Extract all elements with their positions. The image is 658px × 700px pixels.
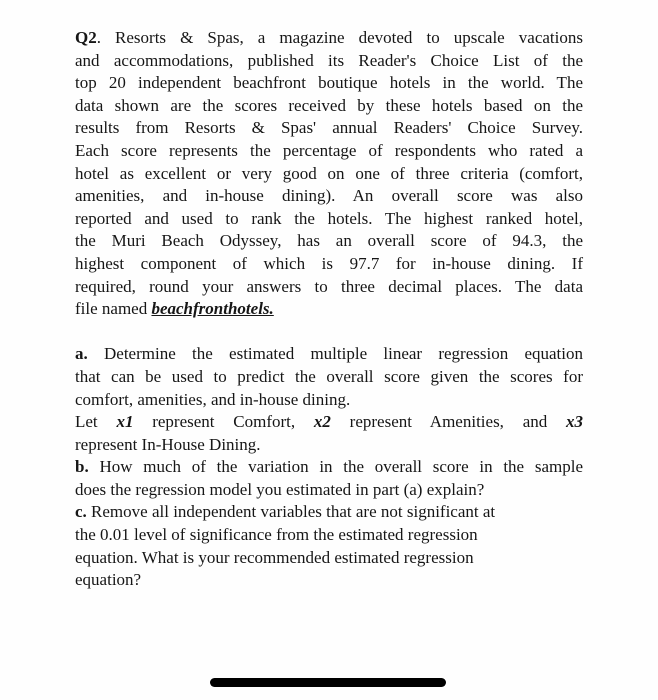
text-segment: required, round your answers to three decimal places. The data (75, 276, 583, 296)
text-line (75, 276, 583, 299)
text-segment: Remove all independent variables that are not significant at (86, 502, 496, 522)
question-text (75, 27, 583, 592)
text-line (75, 501, 583, 524)
text-line (75, 208, 583, 231)
text-segment: Let (75, 412, 117, 432)
text-segment: data shown are the scores received by these hotels based on the (75, 95, 583, 115)
text-line (75, 456, 583, 479)
text-line (75, 185, 583, 208)
paragraph-variables (75, 411, 583, 456)
variable-x3: x3 (566, 412, 584, 432)
text-segment: does the regression model you estimated in part (a) explain? (75, 479, 485, 499)
text-line (75, 524, 583, 547)
text-segment: represent Amenities, and (330, 412, 567, 432)
text-segment: top 20 independent beachfront boutique hotels in the world. The (75, 73, 583, 93)
text-segment: that can be used to predict the overall score given the scores for (75, 366, 583, 386)
text-segment: How much of the variation in the overall score in the sample (88, 457, 583, 477)
part-a-label: a. (75, 344, 88, 364)
paragraph-part-c (75, 501, 583, 591)
text-line (75, 140, 583, 163)
text-segment: represent In-House Dining. (75, 434, 261, 454)
paragraph-part-a (75, 343, 583, 411)
text-segment: hotel as excellent or very good on one of three criteria (comfort, (75, 163, 583, 183)
text-segment: Each score represents the percentage of respondents who rated a (75, 140, 583, 160)
text-line (75, 298, 583, 321)
text-line (75, 50, 583, 73)
variable-x2: x2 (313, 412, 331, 432)
home-indicator-handle[interactable] (210, 678, 446, 687)
text-segment: the 0.01 level of significance from the estimated regression (75, 525, 478, 545)
text-segment: and accommodations, published its Reader's Choice List of the (75, 50, 583, 70)
paragraph-intro (75, 27, 583, 321)
text-line (75, 230, 583, 253)
text-segment: file named (75, 299, 152, 319)
text-segment: highest component of which is 97.7 for in-house dining. If (75, 253, 583, 273)
text-line (75, 547, 583, 570)
text-line (75, 343, 583, 366)
text-segment: Determine the estimated multiple linear regression equation (87, 344, 583, 364)
part-b-label: b. (75, 457, 89, 477)
text-line (75, 366, 583, 389)
text-line (75, 411, 583, 434)
text-segment: results from Resorts & Spas' annual Readers' Choice Survey. (75, 118, 583, 138)
text-segment: . Resorts & Spas, a magazine devoted to upscale vacations (96, 28, 583, 47)
text-line (75, 253, 583, 276)
text-line (75, 27, 583, 50)
text-segment: the Muri Beach Odyssey, has an overall score of 94.3, the (75, 231, 583, 251)
text-line (75, 479, 583, 502)
question-number: Q2 (75, 28, 97, 47)
text-line (75, 569, 583, 592)
text-segment: comfort, amenities, and in-house dining. (75, 389, 351, 409)
variable-x1: x1 (116, 412, 134, 432)
text-segment: equation? (75, 570, 142, 590)
text-segment: represent Comfort, (133, 412, 314, 432)
part-c-label: c. (75, 502, 87, 522)
text-line (75, 72, 583, 95)
text-line (75, 95, 583, 118)
text-line (75, 117, 583, 140)
text-segment: equation. What is your recommended estimated regression (75, 547, 474, 567)
text-segment: amenities, and in-house dining). An overall score was also (75, 186, 583, 206)
paragraph-part-b (75, 456, 583, 501)
text-line (75, 434, 583, 457)
data-file-name: beachfronthotels. (151, 299, 274, 319)
text-segment: reported and used to rank the hotels. The highest ranked hotel, (75, 208, 583, 228)
text-line (75, 389, 583, 412)
text-line (75, 163, 583, 186)
